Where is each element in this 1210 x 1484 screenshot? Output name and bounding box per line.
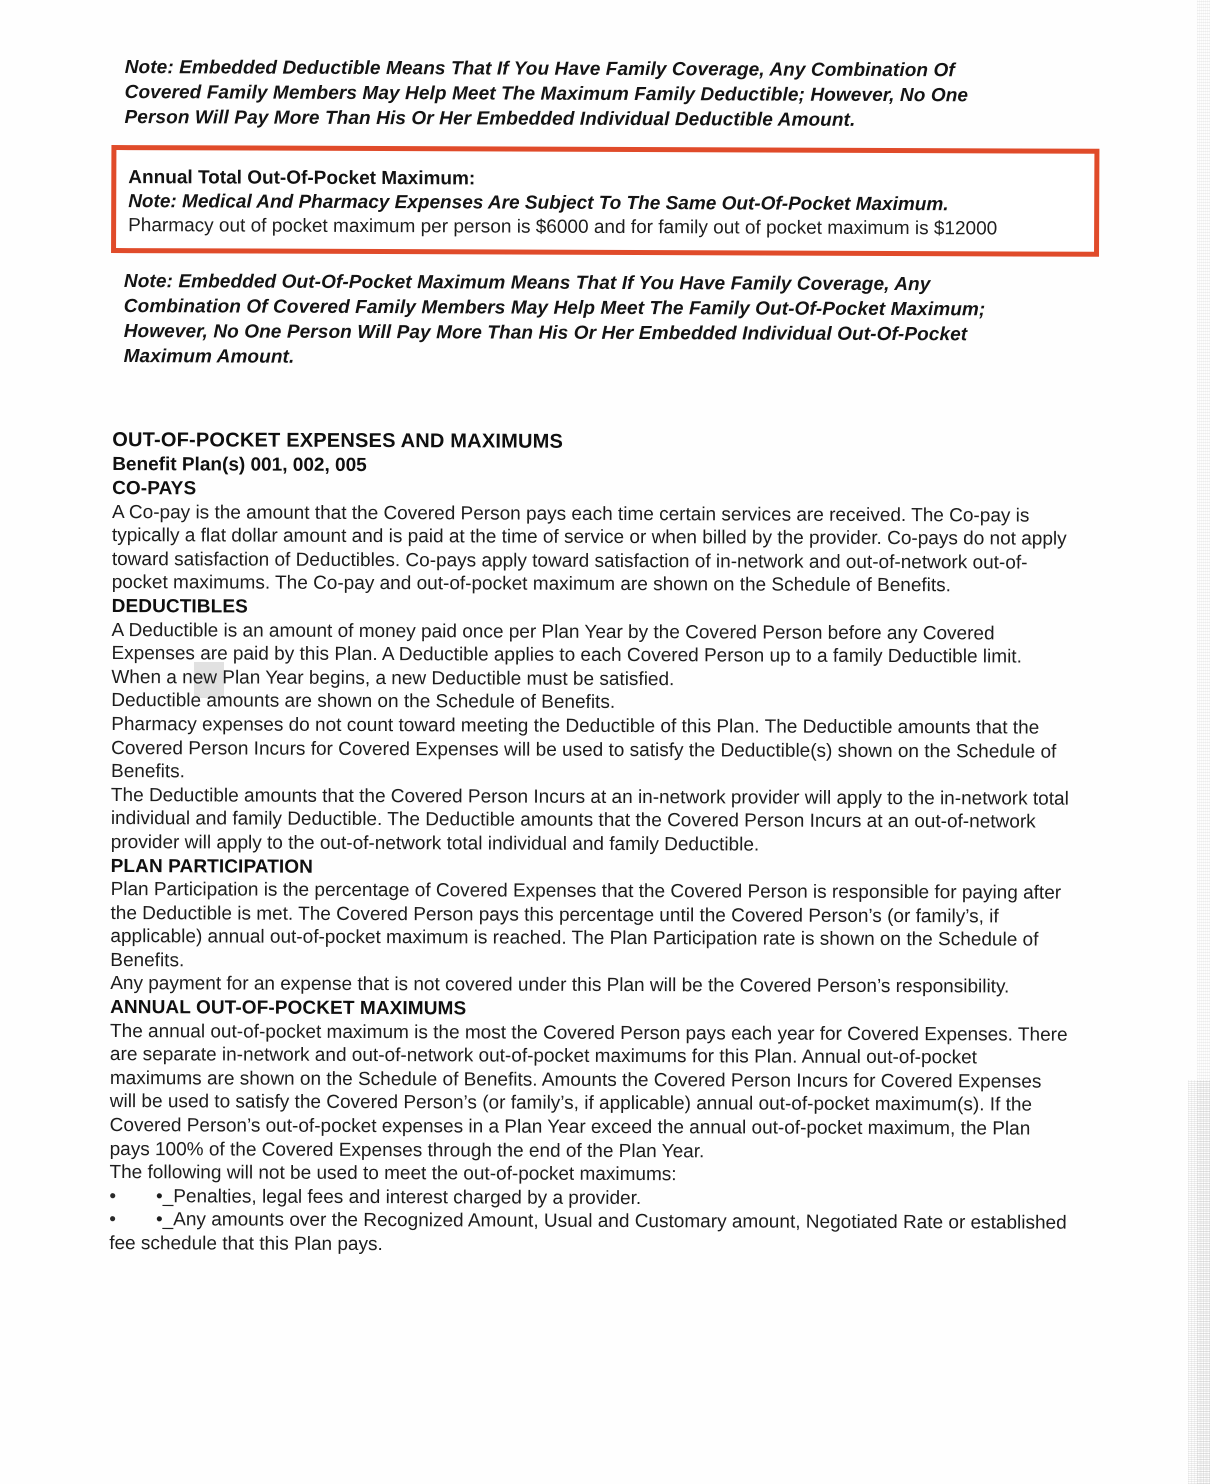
copays-paragraph: A Co-pay is the amount that the Covered Person pays each time certain services are received. The Co-pay is typically a flat dollar amount and is paid at the time of service or when billed by the provider. Co-pays do not apply toward satisfaction of Deductibles. Co-pays apply toward satisfaction of in-network and out-of-network out-of-pocket maximums. The Co-pay and out-of-pocket maximum are shown on the Schedule of Benefits.	[111, 501, 1067, 597]
scan-edge-noise-bottom	[1188, 1080, 1210, 1484]
exclusion-bullet-item	[109, 1208, 1071, 1259]
benefit-plans-line: Benefit Plan(s) 001, 002, 005	[112, 454, 367, 476]
plan-participation-paragraph-2: Any payment for an expense that is not covered under this Plan will be the Covered Person’s responsibility.	[110, 973, 1010, 998]
copays-heading: CO-PAYS	[112, 478, 197, 500]
annual-oop-paragraph: The annual out-of-pocket maximum is the most the Covered Person pays each year for Covered Expenses. There are separate in-network and out-of-network out-of-pocket maximums for this Plan. Annual out-of-pocket maximums are shown on the Schedule of Benefits. Amounts the Covered Person Incurs for Covered Expenses will be used to satisfy the Covered Person’s (or family’s, if applicable) annual out-of-pocket maximum(s). If the Covered Person’s out-of-pocket expenses in a Plan Year exceed the annual out-of-pocket maximum, the Plan pays 100% of the Covered Expenses through the end of the Plan Year.	[109, 1020, 1068, 1162]
bullet-icon: •	[109, 1209, 117, 1231]
deductibles-paragraph-1: A Deductible is an amount of money paid once per Plan Year by the Covered Person before any Covered Expenses are paid by this Plan. A Deductible applies to each Covered Person up to a family Deductible limit. When a new Plan Year begins, a new Deductible must be satisfied.	[111, 619, 1022, 690]
bullet-icon: •	[109, 1185, 117, 1207]
pharmacy-oop-amounts-line: Pharmacy out of pocket maximum per person is $6000 and for family out of pocket maximum is $12000	[128, 215, 998, 240]
note-embedded-deductible: Note: Embedded Deductible Means That If You Have Family Coverage, Any Combination Of Covered Family Members May Help Meet The Maximum Family Deductible; However, No One Person Will Pay More Than His Or Her Embedded Individual Deductible Amount.	[124, 57, 969, 131]
plan-participation-heading: PLAN PARTICIPATION	[110, 855, 314, 878]
plan-participation-paragraph-1: Plan Participation is the percentage of Covered Expenses that the Covered Person is responsible for paying after the Deductible is met. The Covered Person pays this percentage until the Covered Person’s (or family’s, if applicable) annual out-of-pocket maximum is reached. The Plan Participation rate is shown on the Schedule of Benefits.	[110, 879, 1062, 972]
deductibles-paragraph-4: The Deductible amounts that the Covered Person Incurs at an in-network provider will apply to the in-network total individual and family Deductible. The Deductible amounts that the Covered Person Incurs at an out-of-network provider will apply to the out-of-network total individual and family Deductible.	[110, 784, 1069, 856]
oop-expenses-section	[109, 427, 1074, 1259]
section-heading: OUT-OF-POCKET EXPENSES AND MAXIMUMS	[112, 429, 564, 453]
deductibles-paragraph-2: Deductible amounts are shown on the Schedule of Benefits.	[111, 690, 616, 714]
annual-oop-maximums-heading: ANNUAL OUT-OF-POCKET MAXIMUMS	[110, 997, 467, 1020]
annual-oop-highlight-box	[111, 145, 1099, 257]
exclusion-bullet-text: •_Penalties, legal fees and interest charged by a provider.	[156, 1185, 642, 1209]
exclusion-bullet-text: •_Any amounts over the Recognized Amount, Usual and Customary amount, Negotiated Rate or established fee schedule that this Plan pays.	[109, 1209, 1067, 1256]
annual-oop-title: Annual Total Out-Of-Pocket Maximum:	[128, 167, 476, 190]
deductibles-paragraph-3: Pharmacy expenses do not count toward meeting the Deductible of this Plan. The Deductible amounts that the Covered Person Incurs for Covered Expenses will be used to satisfy the Deductible(s) shown on the Schedule of Benefits.	[110, 713, 1057, 783]
annual-oop-note: Note: Medical And Pharmacy Expenses Are Subject To The Same Out-Of-Pocket Maximum.	[128, 191, 949, 216]
note-embedded-oop: Note: Embedded Out-Of-Pocket Maximum Means That If You Have Family Coverage, Any Combination Of Covered Family Members May Help Meet The Family Out-Of-Pocket Maximum; However, No One Person Will Pay More Than His Or Her Embedded Individual Out-Of-Pocket Maximum Amount.	[123, 271, 986, 368]
oop-exclusions-intro: The following will not be used to meet the out-of-pocket maximums:	[109, 1162, 677, 1186]
deductibles-heading: DEDUCTIBLES	[111, 595, 248, 618]
